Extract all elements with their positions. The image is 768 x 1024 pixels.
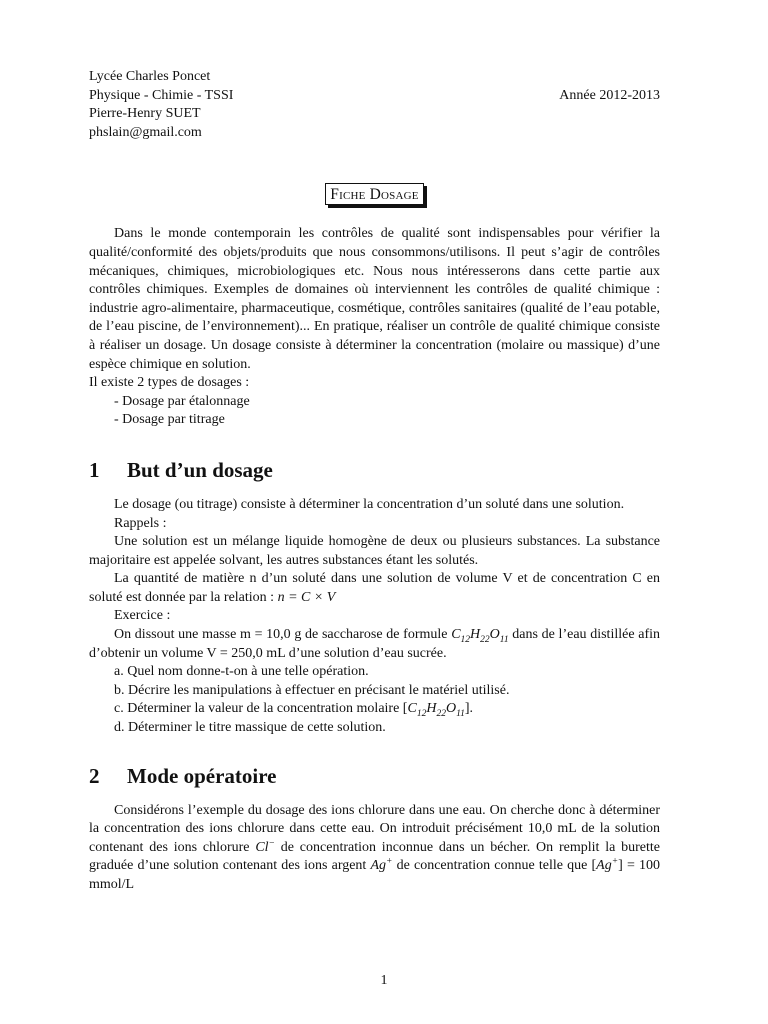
header-block bbox=[89, 68, 660, 142]
formula-c: C bbox=[451, 627, 461, 643]
question-d: d. Déterminer le titre massique de cette solution. bbox=[114, 720, 386, 736]
section-2-title: Mode opératoire bbox=[127, 763, 277, 788]
question-c-close: ]. bbox=[464, 701, 474, 717]
formula-o-sub: 11 bbox=[499, 634, 509, 645]
section-1-paragraph-1: Le dosage (ou titrage) consiste à déterminer la concentration d’un soluté dans une solution. bbox=[114, 496, 625, 512]
formula-o-sub: 11 bbox=[456, 709, 465, 720]
section-1-title: But d’un dosage bbox=[127, 457, 273, 482]
exercice-text-b: dans de l’eau distillée afin d’obtenir un volume V = 250,0 mL d’une solution d’eau sucrée. bbox=[89, 627, 661, 661]
formula-o: O bbox=[445, 701, 457, 717]
section-1-paragraph-3 bbox=[89, 570, 660, 607]
formula-c-sub: 12 bbox=[460, 634, 471, 645]
intro-paragraph: Dans le monde contemporain les contrôles de qualité sont indispensables pour vérifier la qualité/conformité des objets/produits que nous consommons/utilisons. Il peut s’agir de contrôles mécaniques, chimiques, microbiologiques etc. Nous nous intéresserons dans cette partie aux contrôles chimiques. Exemples de domaines où interviennent les contrôles de qualité chimique : industrie agro-alimentaire, pharmaceutique, cosmétique, contrôles sanitaires (qualité de l’eau potable, de l’eau piscine, de l’environnement)... En pratique, réaliser un contrôle de qualité chimique consiste à réaliser un dosage. Un dosage consiste à déterminer la concentration (molaire ou massique) d’une espèce chimique en solution. bbox=[89, 226, 660, 372]
formula-c: C bbox=[407, 701, 417, 717]
intro-types-line: Il existe 2 types de dosages : bbox=[89, 375, 250, 391]
formula-c-sub: 12 bbox=[416, 709, 427, 720]
saccharose-formula-inline bbox=[407, 701, 465, 720]
chloride-charge: − bbox=[268, 838, 275, 849]
document-page bbox=[89, 68, 660, 895]
saccharose-formula bbox=[451, 627, 509, 645]
chloride-symbol: Cl bbox=[255, 839, 269, 855]
question-a: a. Quel nom donne-t-on à une telle opération. bbox=[114, 664, 369, 680]
dosage-type-item: - Dosage par titrage bbox=[114, 412, 225, 428]
exercice-text-a: On dissout une masse m = 10,0 g de saccharose de formule bbox=[114, 627, 452, 643]
question-b: b. Décrire les manipulations à effectuer en précisant le matériel utilisé. bbox=[114, 682, 510, 698]
formula-h: H bbox=[470, 627, 481, 643]
relation-formula: n = C × V bbox=[277, 589, 336, 605]
exercice-label: Exercice : bbox=[114, 608, 171, 624]
rappels-label: Rappels : bbox=[114, 515, 167, 531]
section-1-paragraph-2: Une solution est un mélange liquide homogène de deux ou plusieurs substances. La substance majoritaire est appelée solvant, les autres substances étant les solutés. bbox=[89, 534, 660, 568]
header-school: Lycée Charles Poncet bbox=[89, 69, 211, 84]
silver-ion-inline bbox=[596, 858, 618, 873]
exercice-questions bbox=[89, 663, 660, 737]
section-2-text-3: de concentration connue telle que [ bbox=[392, 858, 597, 874]
silver-ion bbox=[370, 858, 392, 873]
formula-h-sub: 22 bbox=[436, 709, 446, 720]
header-year: Année 2012-2013 bbox=[559, 87, 660, 103]
section-1-heading bbox=[89, 457, 660, 483]
document-title: Fiche Dosage bbox=[325, 183, 423, 205]
question-c bbox=[114, 700, 660, 719]
chloride-ion bbox=[255, 840, 275, 855]
header-author: Pierre-Henry SUET bbox=[89, 106, 201, 122]
section-2-text-1: Considérons l’exemple du dosage des ions chlorure dans une eau. On cherche donc à déterminer la concentration des ions chlorure dans cette eau. On introduit précisément 10,0 mL de la solution contenant des ions chlorure bbox=[89, 802, 660, 855]
exercice-statement bbox=[89, 626, 660, 663]
section-2-paragraph bbox=[89, 802, 660, 895]
header-email: phslain@gmail.com bbox=[89, 124, 202, 140]
dosage-types-list bbox=[89, 393, 660, 430]
header-course: Physique - Chimie - TSSI bbox=[89, 87, 234, 103]
silver-symbol: Ag bbox=[596, 858, 612, 874]
title-wrap bbox=[89, 183, 660, 213]
section-1-number: 1 bbox=[89, 457, 100, 482]
silver-charge: + bbox=[386, 856, 393, 867]
section-2-heading bbox=[89, 763, 660, 789]
page-number: 1 bbox=[380, 973, 388, 988]
silver-symbol: Ag bbox=[370, 858, 387, 874]
relation-text: La quantité de matière n d’un soluté dans une solution de volume V et de concentration C en soluté est donnée par la relation : bbox=[89, 571, 660, 605]
formula-o: O bbox=[489, 627, 500, 643]
section-2-text-4: ] = 100 mmol/L bbox=[89, 858, 660, 892]
section-2-text-2: de concentration inconnue dans un bécher. On remplit la burette graduée d’une solution contenant des ions argent bbox=[89, 839, 661, 874]
question-c-text: c. Déterminer la valeur de la concentration molaire [ bbox=[114, 701, 408, 717]
formula-h: H bbox=[426, 701, 437, 717]
dosage-type-item: - Dosage par étalonnage bbox=[114, 393, 250, 409]
section-2-number: 2 bbox=[89, 763, 100, 788]
formula-h-sub: 22 bbox=[480, 634, 490, 645]
silver-charge: + bbox=[611, 856, 619, 867]
